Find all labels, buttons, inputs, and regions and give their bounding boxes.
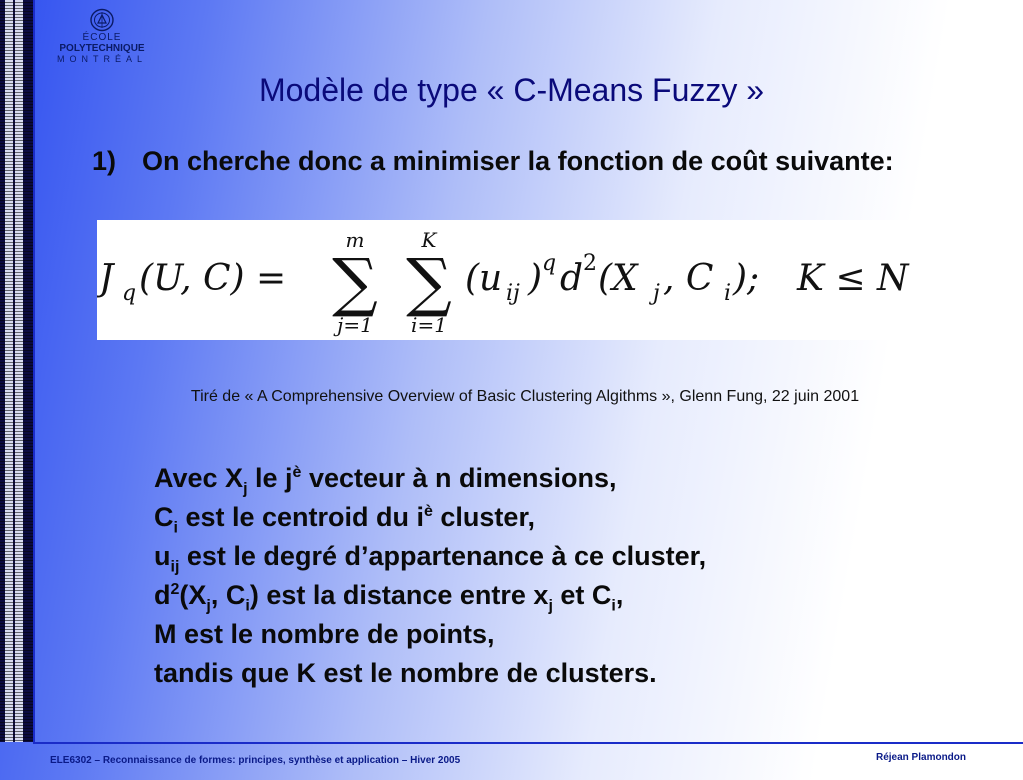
definition-xj: Avec $X_j$ le $j^è$ vecteur à n dimensions, [154,463,617,498]
term-sup: q [542,251,557,276]
dist-sub-j: j [653,281,660,306]
logo-line-montreal: MONTRÉAL [56,54,147,64]
item-number: 1) [92,146,117,176]
term-close: ) [528,258,543,299]
definition-distance: $d^2(X_j$, $C_i$) est la distance entre $x_j$ et $C_i$, [154,580,624,615]
definition-k: tandis que K est le nombre de clusters. [154,658,657,688]
logo-line-polytechnique: POLYTECHNIQUE [59,43,145,54]
sum2-lower: i=1 [411,313,447,337]
dist-sup: 2 [583,251,597,276]
logo-line-ecole: ÉCOLE [82,32,122,43]
seal-icon [89,8,115,32]
definition-uij: $u_{ij}$ est le degré d’appartenance à ce cluster, [154,541,707,576]
item-text: On cherche donc a minimiser la fonction de coût suivante: [142,146,894,176]
dist-symbol: d [560,258,584,299]
dist-args-mid: , C [663,258,714,299]
filmstrip-edge [33,0,35,742]
formula-svg [97,220,950,340]
sum1-lower: j=1 [337,313,373,337]
dist-args-open: (X [598,258,638,299]
citation: Tiré de « A Comprehensive Overview of Basic Clustering Algithms », Glenn Fung, 22 juin 2001 [190,388,860,405]
formula-lhs-args: (U, C) = [139,258,287,299]
filmstrip-border [0,0,33,742]
formula-lhs-sub: q [122,281,137,306]
footer-divider [33,742,1023,744]
formula-condition: K ≤ N [797,258,909,299]
footer-author: Réjean Plamondon [875,752,966,763]
dist-sub-i: i [724,281,732,306]
footer-course: ELE6302 – Reconnaissance de formes: principes, synthèse et application – Hiver 2005 [50,755,461,766]
term-sub: ij [506,281,520,306]
school-logo [50,8,154,70]
sum2-upper: K [421,228,437,252]
cost-function-formula [97,220,950,340]
term-open: (u [465,258,503,299]
slide-title: Modèle de type « C-Means Fuzzy » [258,72,765,108]
definition-ci: $C_i$ est le centroid du $i^è$ cluster, [154,502,535,537]
formula-lhs: J [99,258,114,299]
sum1-upper: m [345,228,365,252]
sum1-symbol: ∑ [332,246,378,320]
dist-args-close: ); [733,258,760,299]
definitions-list [154,459,974,693]
sum2-symbol: ∑ [406,246,452,320]
definition-m: M est le nombre de points, [154,619,495,649]
